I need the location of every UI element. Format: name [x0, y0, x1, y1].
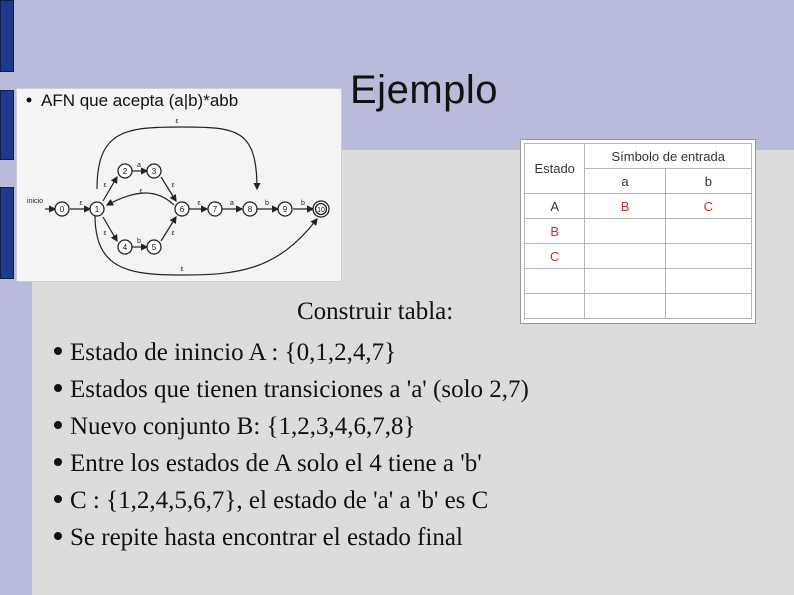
state-label: 7 — [212, 205, 218, 214]
header-b: b — [665, 169, 751, 194]
edge-label-b: b — [265, 200, 269, 207]
cell-b — [665, 219, 751, 244]
start-label: inicio — [27, 198, 43, 205]
edge-label-a: a — [230, 200, 234, 207]
edge-label-epsilon: ε — [171, 230, 175, 237]
bullet-text: Nuevo conjunto B: {1,2,3,4,6,7,8} — [70, 413, 416, 440]
list-item — [54, 482, 529, 519]
cell-b — [665, 269, 751, 294]
cell-estado: A — [525, 194, 585, 219]
bullet-text: Entre los estados de A solo el 4 tiene a 'b' — [70, 450, 482, 477]
table-row — [525, 194, 752, 219]
cell-estado — [525, 269, 585, 294]
cell-a — [585, 244, 665, 269]
header-simbolo: Símbolo de entrada — [585, 144, 752, 169]
cell-a — [585, 294, 665, 319]
transition-table-frame — [520, 139, 756, 324]
bullet-icon — [54, 384, 62, 392]
cell-b: C — [665, 194, 751, 219]
cell-a — [585, 269, 665, 294]
state-label: 6 — [179, 205, 185, 214]
bullet-text: Se repite hasta encontrar el estado final — [70, 524, 463, 551]
construir-heading: Construir tabla: — [297, 298, 454, 325]
transition-table — [524, 143, 752, 319]
edge-label-epsilon: ε — [197, 200, 201, 207]
bullet-icon — [54, 347, 62, 355]
edge-label-b: b — [301, 200, 305, 207]
bullet-icon — [54, 458, 62, 466]
list-item — [54, 371, 529, 408]
bullet-icon — [54, 421, 62, 429]
bullet-list — [54, 334, 529, 556]
state-label: 4 — [122, 243, 128, 252]
state-label: 2 — [122, 167, 128, 176]
edge-label-b: b — [137, 238, 141, 245]
list-item — [54, 334, 529, 371]
cell-b — [665, 294, 751, 319]
bullet-text: Estado de inincio A : {0,1,2,4,7} — [70, 339, 397, 366]
edge-label-a: a — [137, 162, 141, 169]
nfa-diagram — [16, 88, 342, 282]
edge-label-epsilon: ε — [103, 182, 107, 189]
edge-label-epsilon: ε — [175, 118, 179, 125]
state-label: 10 — [317, 207, 325, 214]
bullet-text: Estados que tienen transiciones a 'a' (solo 2,7) — [70, 376, 529, 403]
edge-label-epsilon: ε — [171, 182, 175, 189]
edge-label-epsilon: ε — [180, 266, 184, 273]
cell-b — [665, 244, 751, 269]
list-item — [54, 445, 529, 482]
side-tab — [0, 90, 14, 160]
bullet-text: C : {1,2,4,5,6,7}, el estado de 'a' a 'b' es C — [70, 487, 489, 514]
diagram-caption: AFN que acepta (a|b)*abb — [41, 91, 239, 110]
state-label: 0 — [59, 205, 65, 214]
edge-label-epsilon: ε — [103, 230, 107, 237]
nfa-diagram-svg — [17, 89, 342, 282]
cell-a: B — [585, 194, 665, 219]
cell-a — [585, 219, 665, 244]
list-item — [54, 519, 529, 556]
state-label: 3 — [151, 167, 157, 176]
state-label: 9 — [282, 205, 288, 214]
cell-estado: B — [525, 219, 585, 244]
slide-title: Ejemplo — [350, 68, 499, 112]
bullet-icon — [54, 495, 62, 503]
table-row — [525, 294, 752, 319]
edge-label-epsilon: ε — [139, 188, 143, 195]
table-row — [525, 219, 752, 244]
side-tab — [0, 0, 14, 72]
header-a: a — [585, 169, 665, 194]
table-row — [525, 244, 752, 269]
cell-estado: C — [525, 244, 585, 269]
table-row — [525, 269, 752, 294]
header-estado: Estado — [525, 144, 585, 194]
list-item — [54, 408, 529, 445]
caption-bullet — [27, 98, 32, 103]
edge-label-epsilon: ε — [79, 200, 83, 207]
side-tab — [0, 187, 14, 279]
state-label: 8 — [247, 205, 253, 214]
bullet-icon — [54, 532, 62, 540]
cell-estado — [525, 294, 585, 319]
state-label: 5 — [151, 243, 157, 252]
state-label: 1 — [94, 205, 100, 214]
